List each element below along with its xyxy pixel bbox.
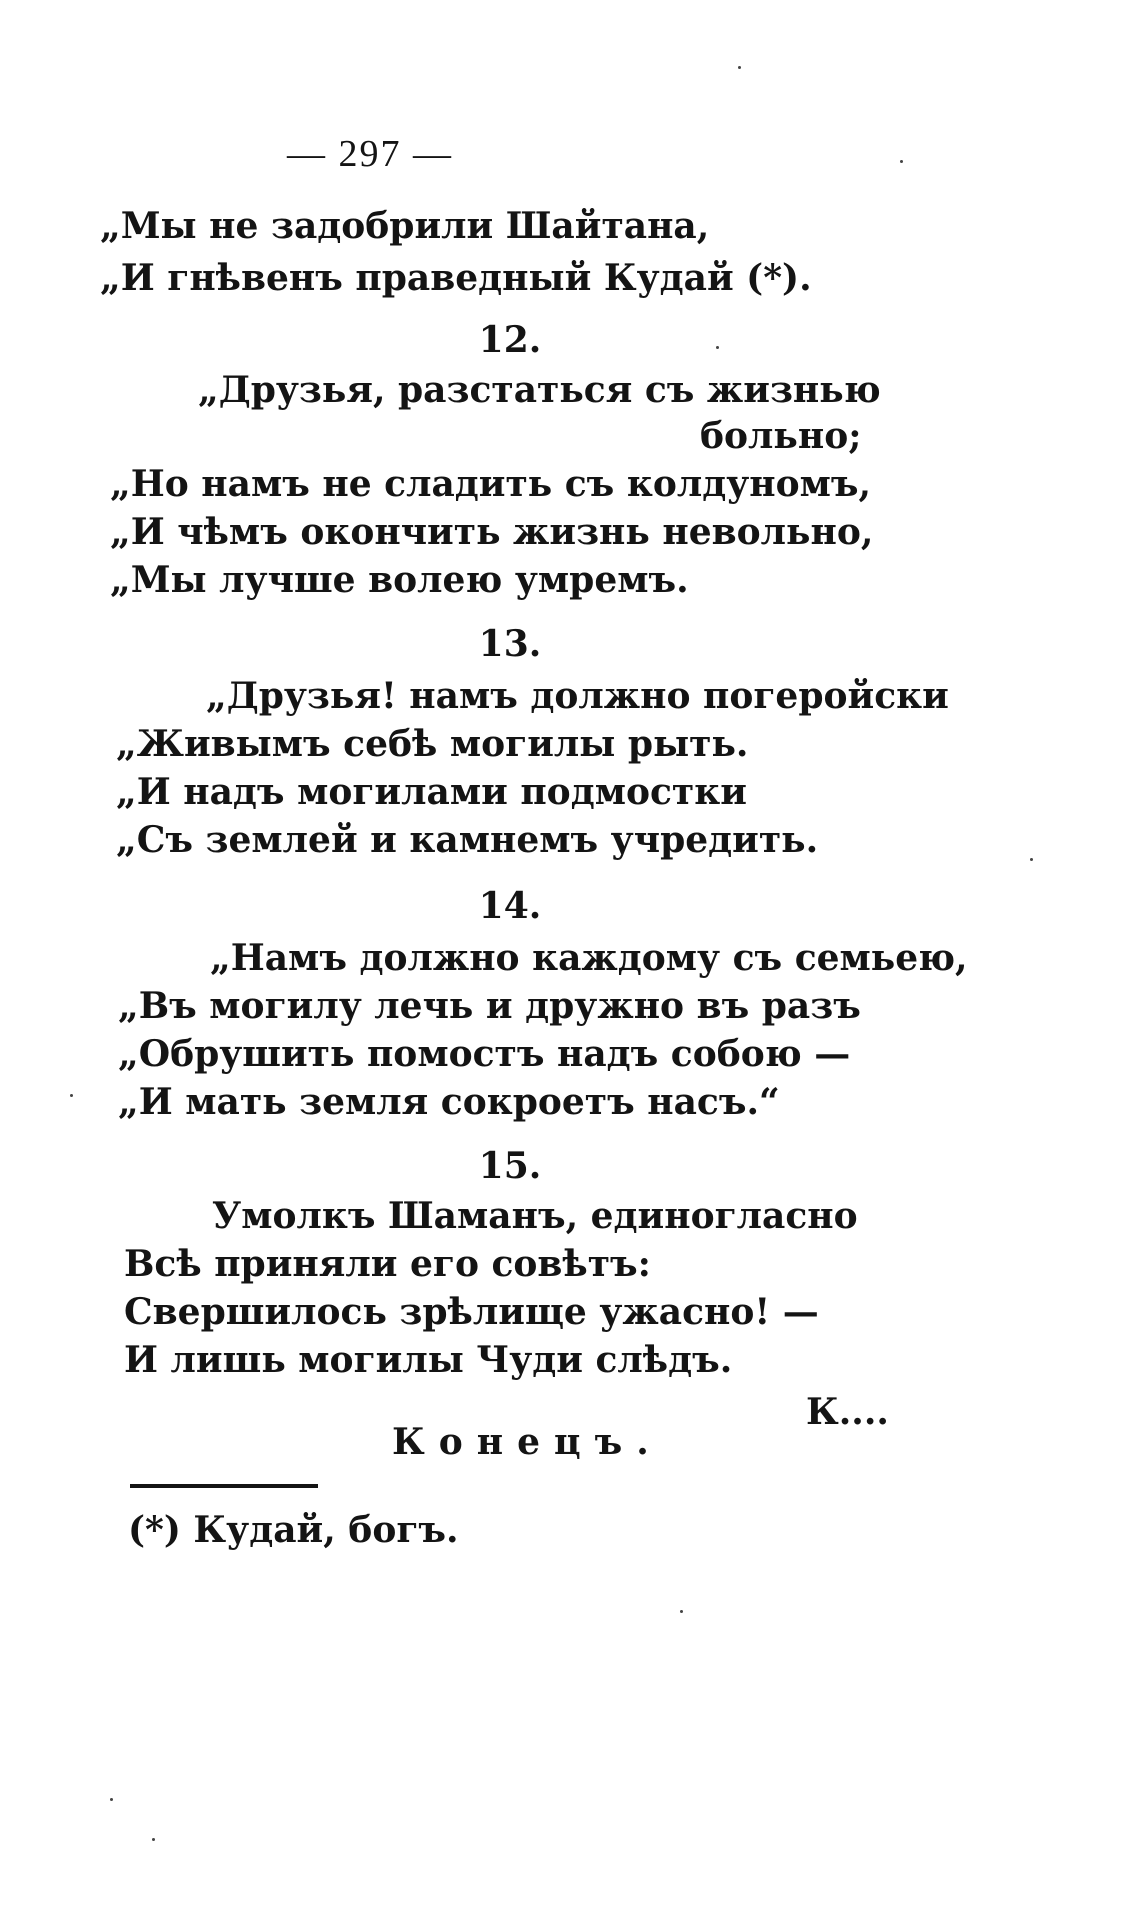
verse-line: „Обрушить помостъ надъ собою — xyxy=(118,1033,851,1075)
verse-line: „Намъ должно каждому съ семьею, xyxy=(210,937,968,979)
verse-line: „Мы лучше волею умремъ. xyxy=(110,559,689,601)
stanza-number: 15. xyxy=(478,1145,542,1187)
verse-line: „И чѣмъ окончить жизнь невольно, xyxy=(110,511,874,553)
verse-line: „Друзья! намъ должно погеройски xyxy=(206,675,949,717)
paper-speck xyxy=(70,1094,73,1097)
verse-line: „Въ могилу лечь и дружно въ разъ xyxy=(118,985,861,1027)
verse-line: Умолкъ Шаманъ, единогласно xyxy=(212,1195,858,1237)
paper-speck xyxy=(110,1798,113,1801)
stanza-number: 13. xyxy=(478,623,542,665)
verse-line: „И гнѣвенъ праведный Кудай (*). xyxy=(100,257,812,299)
paper-speck xyxy=(738,66,741,69)
verse-line: „Мы не задобрили Шайтана, xyxy=(100,205,710,247)
paper-speck xyxy=(716,346,719,349)
verse-line: „Съ землей и камнемъ учредить. xyxy=(116,819,819,861)
paper-speck xyxy=(152,1838,155,1841)
verse-line: И лишь могилы Чуди слѣдъ. xyxy=(124,1339,733,1381)
paper-speck xyxy=(900,160,903,163)
verse-line: „Друзья, разстаться съ жизнью xyxy=(198,369,881,411)
verse-line: больно; xyxy=(700,415,862,457)
verse-line: „Живымъ себѣ могилы рыть. xyxy=(116,723,749,765)
verse-line: „И надъ могилами подмостки xyxy=(116,771,747,813)
verse-line: Свершилось зрѣлище ужасно! — xyxy=(124,1291,819,1333)
paper-speck xyxy=(1030,858,1033,861)
verse-line: „Но намъ не сладить съ колдуномъ, xyxy=(110,463,872,505)
author-signature: К.... xyxy=(806,1391,889,1433)
footnote: (*) Кудай, богъ. xyxy=(128,1509,459,1551)
footnote-rule xyxy=(130,1484,318,1488)
verse-line: Всѣ приняли его совѣтъ: xyxy=(124,1243,651,1285)
verse-line: „И мать земля сокроетъ насъ.“ xyxy=(118,1081,780,1123)
stanza-number: 14. xyxy=(478,885,542,927)
stanza-number: 12. xyxy=(478,319,542,361)
page-number: — 297 — xyxy=(287,133,453,175)
end-title: Конецъ. xyxy=(392,1421,663,1463)
paper-speck xyxy=(680,1610,683,1613)
